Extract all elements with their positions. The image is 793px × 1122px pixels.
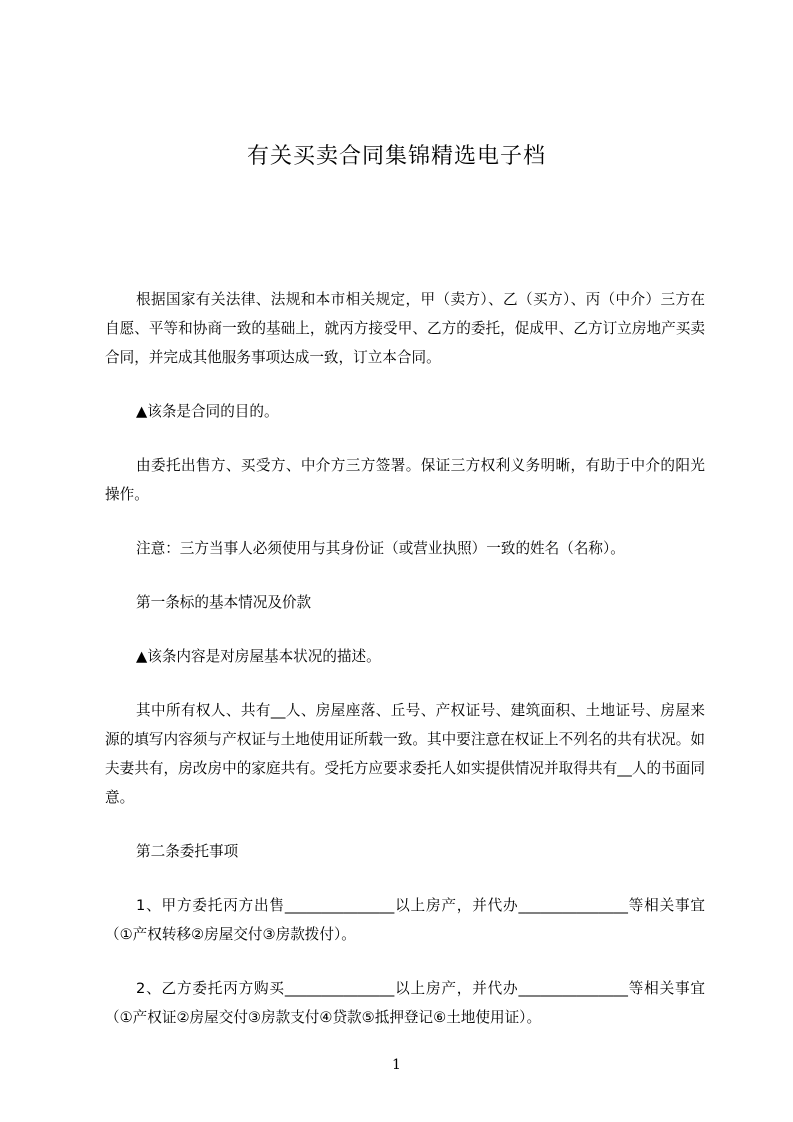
paragraph-note-purpose: ▲该条是合同的目的。 bbox=[136, 403, 279, 420]
document-body bbox=[105, 285, 705, 1057]
paragraph-preamble: 根据国家有关法律、法规和本市相关规定，甲（卖方）、乙（买方）、丙（中介）三方在自愿、平等和协商一致的基础上，就丙方接受甲、乙方的委托，促成甲、乙方订立房地产买卖合同，并完成其他服务事项达成一致，订立本合同。 bbox=[105, 291, 705, 366]
paragraph-note-description: ▲该条内容是对房屋基本状况的描述。 bbox=[136, 648, 381, 665]
section-heading-article-2: 第二条委托事项 bbox=[136, 843, 239, 860]
paragraph-signatories: 由委托出售方、买受方、中介方三方签署。保证三方权利义务明晰，有助于中介的阳光操作。 bbox=[105, 457, 705, 503]
document-title: 有关买卖合同集锦精选电子档 bbox=[246, 144, 546, 169]
section-heading-article-1: 第一条标的基本情况及价款 bbox=[136, 594, 312, 611]
page-number: 1 bbox=[392, 1057, 401, 1073]
paragraph-name-notice: 注意：三方当事人必须使用与其身份证（或营业执照）一致的姓名（名称）。 bbox=[136, 540, 625, 557]
paragraph-ownership-details: 其中所有权人、共有__人、房屋座落、丘号、产权证号、建筑面积、土地证号、房屋来源的填写内容须与产权证与土地使用证所载一致。其中要注意在权证上不列名的共有状况。如夫妻共有，房改房中的家庭共有。受托方应要求委托人如实提供情况并取得共有__人的书面同意。 bbox=[105, 702, 705, 806]
paragraph-clause-2: 2、乙方委托丙方购买_______________以上房产，并代办_______________等相关事宜（①产权证②房屋交付③房款支付④贷款⑤抵押登记⑥土地使用证）。 bbox=[105, 980, 705, 1026]
paragraph-clause-1: 1、甲方委托丙方出售_______________以上房产，并代办_______________等相关事宜（①产权转移②房屋交付③房款拨付）。 bbox=[105, 897, 705, 943]
